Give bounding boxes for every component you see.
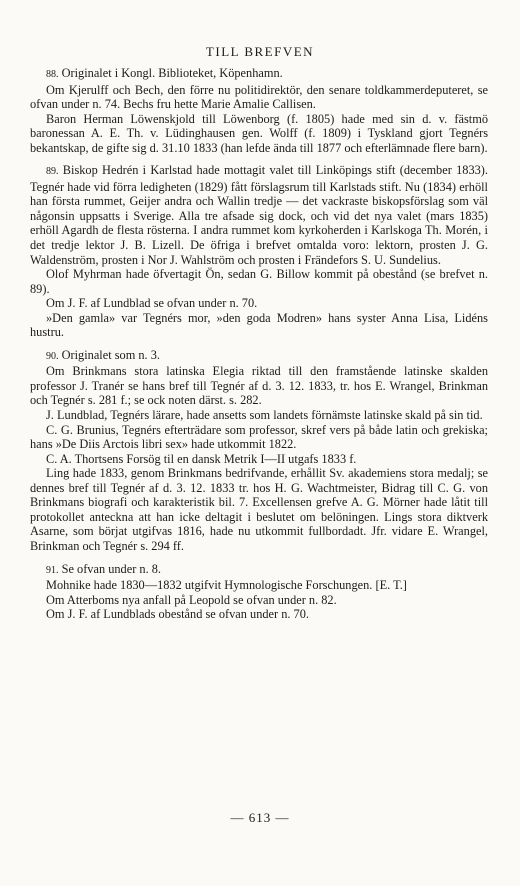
note-89-para-1 [30, 163, 488, 267]
note-90-para-6: Ling hade 1833, genom Brinkmans bedrifvande, erhållit Sv. akademiens stora medalj; se dennes bref till Tegnér af d. 3. 12. 1833 tr. hos H. G. Wachtmeister, Bidrag till C. G. von Brinkmans biografi och karakteristik bil. 7. Excellensen grefve A. G. Mörner hade låtit till protokollet anteckna att han icke deltagit i beslutet om belöningen. Lings stora diktverk Asarne, som börjat utgifvas 1816, hade nu utkommit fullbordadt. Jfr. vidare E. Wrangel, Brinkman och Tegnér s. 294 ff. [30, 466, 488, 553]
note-90-para-4: C. G. Brunius, Tegnérs efterträdare som professor, skref vers på både latin och grekiska; hans »De Diis Arctois libri sex» hade utkommit 1822. [30, 422, 488, 452]
note-number: 89. [46, 166, 59, 178]
note-91-para-1 [30, 562, 488, 579]
note-91-para-3: Om Atterboms nya anfall på Leopold se ofvan under n. 82. [46, 592, 337, 607]
note-90-para-2: Om Brinkmans stora latinska Elegia riktad till den framstående latinske skalden professor J. Tranér se hans bref till Tegnér af d. 3. 12. 1833, tr. hos E. Wrangel, Brinkman och Tegnér s. 281 f.; se ock noten därst. s. 282. [30, 364, 488, 408]
note-91-para-4: Om J. F. af Lundblads obestånd se ofvan under n. 70. [46, 607, 309, 622]
note-text: Biskop Hedrén i Karlstad hade mottagit valet till Linköpings stift (december 1833). Tegnér hade vid förra ledigheten (1829) fått förslagsrum till Karlstads stift. Nu (1834) erhöll han första rummet, Geijer andra och Wallin tredje — det vackraste biskopsförslag som väl någonsin uppsatts i Sverige. Alla tre afsade sig dock, och vid det nya valet (mars 1835) erhöll Agardh de flesta rösterna. I andra rummet kom kyrkoherden i Karlskoga Th. Morén, i det tredje lektor J. B. Lizell. De öfriga i brefvet omtalda voro: lektorn, prosten J. G. Waldenström, prosten i Nor J. Wahlström och prosten i Frändefors S. U. Sundelius. [30, 163, 488, 267]
note-text: Se ofvan under n. 8. [61, 561, 162, 576]
page-number: — 613 — [230, 810, 290, 825]
note-number: 90. [46, 350, 59, 362]
note-90-para-1 [30, 348, 488, 365]
running-header: TILL BREFVEN [205, 44, 315, 59]
note-text: Originalet som n. 3. [61, 347, 160, 362]
note-88-para-2: Om Kjerulff och Bech, den förre nu politidirektör, den senare toldkammerdeputeret, se ofvan under n. 74. Bechs fru hette Marie Amalie Callisen. [30, 82, 488, 112]
note-90-para-5: C. A. Thortsens Forsög til en dansk Metrik I—II utgafs 1833 f. [46, 451, 357, 466]
note-88-para-1 [30, 66, 488, 83]
note-89-para-3: Om J. F. af Lundblad se ofvan under n. 70. [46, 296, 258, 311]
note-88-para-3: Baron Herman Löwenskjold till Löwenborg (f. 1805) hade med sin d. v. fästmö baronessan A. E. Th. v. Lüdinghausen gen. Wolff (f. 1809) i Tyskland gjort Tegnérs bekantskap, de gifte sig d. 31.10 1833 (han lefde ända till 1877 och efterlämnade flere barn). [30, 111, 488, 155]
notes-body [30, 66, 488, 622]
note-89-para-4: »Den gamla» var Tegnérs mor, »den goda Modren» hans syster Anna Lisa, Lidéns hustru. [30, 310, 488, 340]
note-text: Originalet i Kongl. Biblioteket, Köpenhamn. [61, 66, 283, 80]
note-89-para-2: Olof Myhrman hade öfvertagit Ön, sedan G. Billow kommit på obestånd (se brefvet n. 89). [30, 267, 488, 296]
note-number: 88. [46, 69, 59, 80]
note-90-para-3: J. Lundblad, Tegnérs lärare, hade ansetts som landets förnämste latinske skald på sin tid. [46, 408, 483, 423]
note-91-para-2: Mohnike hade 1830—1832 utgifvit Hymnologische Forschungen. [E. T.] [46, 578, 407, 593]
note-number: 91. [46, 564, 59, 576]
